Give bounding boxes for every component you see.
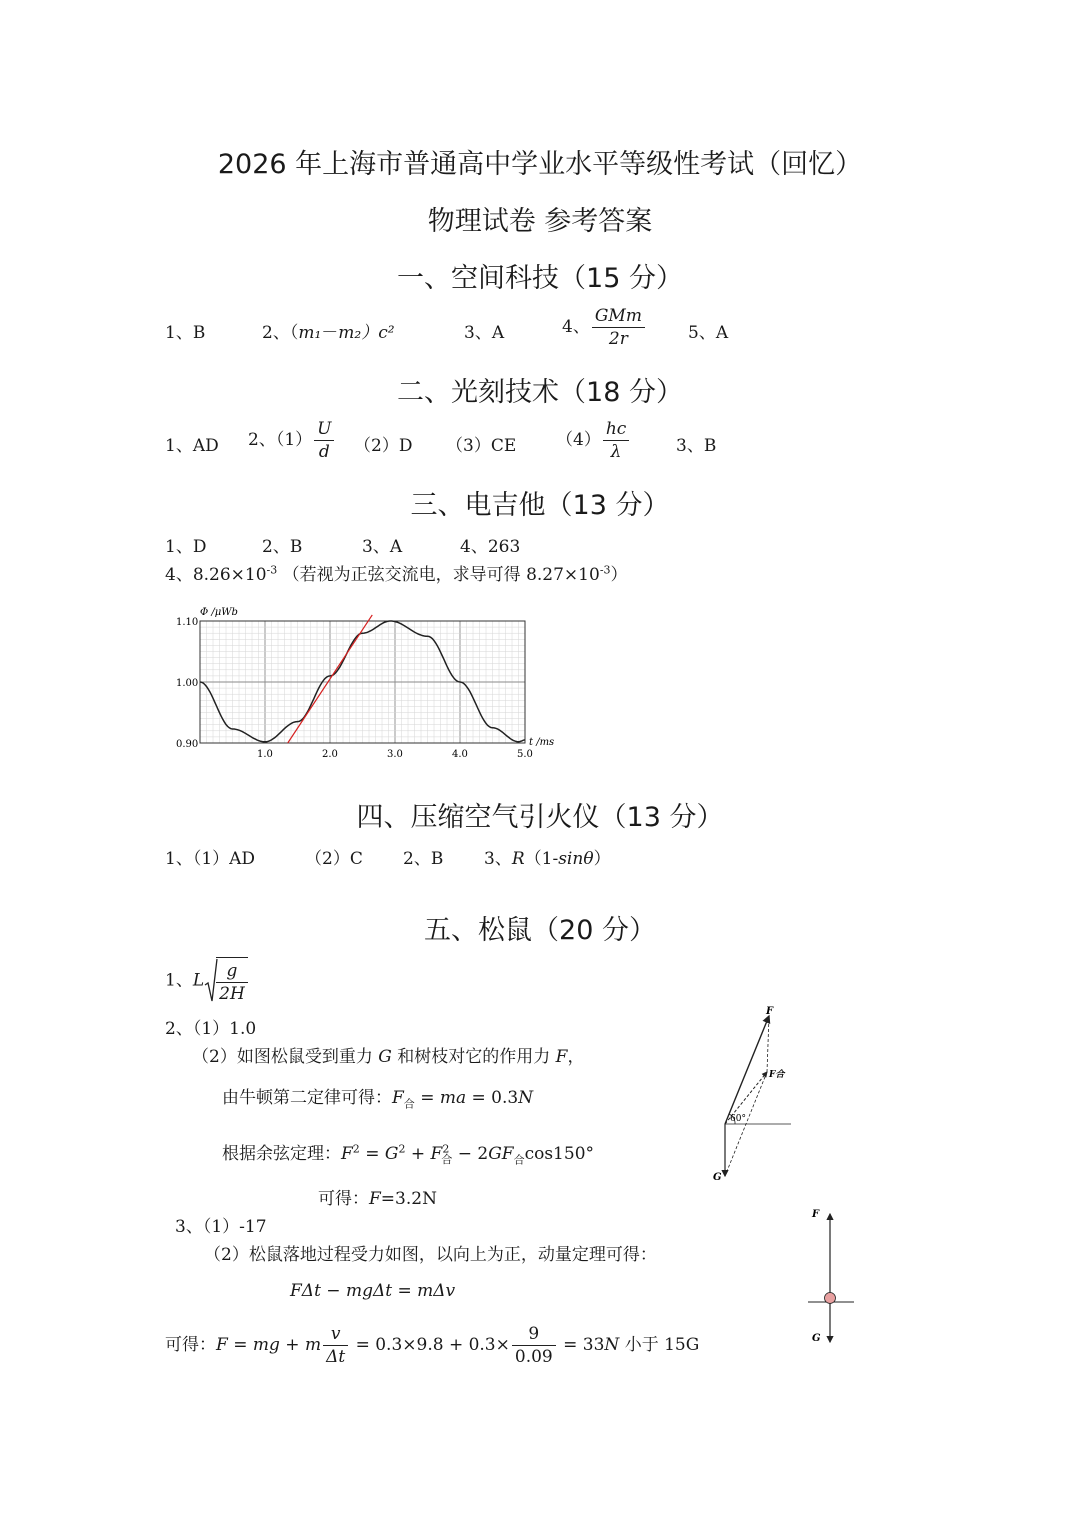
y-axis-label: Φ /μWb: [200, 607, 238, 618]
s4-answer-3: 3、R（1-sinθ）: [484, 849, 611, 869]
s1-answer-5: 5、A: [688, 323, 729, 343]
s3-answer-2: 2、B: [262, 537, 303, 557]
force-diagram-parallelogram: [705, 1000, 805, 1190]
y-tick-label: 1.00: [176, 678, 199, 689]
s3-answer-1: 1、D: [165, 537, 207, 557]
squirrel-point: [825, 1293, 836, 1304]
x-tick-label: 5.0: [517, 749, 533, 760]
label-F: F: [766, 1006, 774, 1017]
s2-answer-2-3: （3）CE: [446, 436, 517, 456]
x-axis-label: t /ms: [529, 737, 555, 748]
section-3-heading: 三、电吉他（13 分）: [410, 490, 670, 521]
s1-answer-1: 1、B: [165, 323, 206, 343]
s2-answer-2-1: 2、（1） $\frac{U}{d}$: [248, 418, 336, 463]
flux-time-chart: [160, 598, 580, 768]
s5-final-eq: 可得：F = mg + m $\frac{v}{\Delta t}$ = 0.3×9.8 + 0.3× $\frac{9}{0.09}$ = 33N 小于 15G: [165, 1324, 700, 1367]
x-tick-label: 1.0: [257, 749, 273, 760]
s5-answer-3-2: （2）松鼠落地过程受力如图，以向上为正，动量定理可得：: [204, 1245, 657, 1265]
label-G: G: [812, 1333, 821, 1344]
y-tick-label: 1.10: [176, 617, 199, 628]
page-subtitle: 物理试卷 参考答案: [427, 206, 653, 237]
s5-answer-2-2: （2）如图松鼠受到重力 G 和树枝对它的作用力 F，: [192, 1047, 585, 1067]
section-4-heading: 四、压缩空气引火仪（13 分）: [356, 802, 724, 833]
label-F: F: [812, 1209, 820, 1220]
label-Fhe: F合: [769, 1070, 785, 1080]
section-5-heading: 五、松鼠（20 分）: [424, 915, 656, 946]
s5-answer-2-1: 2、（1）1.0: [165, 1019, 257, 1039]
section-1-heading: 一、空间科技（15 分）: [397, 263, 683, 294]
force-diagram-landing: [800, 1200, 860, 1350]
s5-result-F: 可得：F=3.2N: [318, 1189, 437, 1209]
s5-momentum-eq: FΔt − mgΔt = mΔv: [290, 1281, 456, 1301]
s1-answer-4: 4、 $\frac{\text{GMm}}{2r}$: [562, 305, 647, 350]
s3-answer-3: 3、A: [362, 537, 403, 557]
s1-answer-3: 3、A: [464, 323, 505, 343]
s5-newton-eq: 由牛顿第二定律可得：$F_合$ = ma = 0.3N: [222, 1088, 534, 1111]
label-G: G: [713, 1172, 722, 1183]
s2-answer-1: 1、AD: [165, 436, 219, 456]
section-2-heading: 二、光刻技术（18 分）: [397, 377, 683, 408]
s2-answer-3: 3、B: [676, 436, 717, 456]
s1-answer-2: 2、（m₁－m₂）c²: [262, 323, 395, 343]
s5-cosine-eq: 根据余弦定理：$F^2 = G^2 + F^2_合 - 2GF_合\cos 150^\circ$: [222, 1142, 595, 1167]
s2-answer-2-2: （2）D: [354, 436, 413, 456]
s3-answer-4b: 4、$8.26\times 10^{-3}$ （若视为正弦交流电，求导可得 $8.27\times 10^{-3}$）: [165, 563, 628, 585]
s4-answer-1-1: 1、（1）AD: [165, 849, 256, 869]
s3-answer-4: 4、263: [460, 537, 521, 557]
s5-answer-1: 1、L $\frac{g}{2H}$: [165, 957, 250, 1005]
s4-answer-1-2: （2）C: [305, 849, 363, 869]
fraction: $\frac{\text{GMm}}{2r}$: [592, 305, 645, 350]
parallelogram-side: [767, 1016, 769, 1072]
s5-answer-3-1: 3、（1）-17: [175, 1217, 267, 1237]
page-title: 2026 年上海市普通高中学业水平等级性考试（回忆）: [217, 149, 863, 180]
y-tick-label: 0.90: [176, 739, 199, 750]
fraction: $\frac{hc}{\lambda}$: [603, 418, 629, 463]
fraction: $\frac{U}{d}$: [314, 418, 334, 463]
force-F-arrow: [725, 1016, 769, 1124]
s4-answer-2: 2、B: [403, 849, 444, 869]
x-tick-label: 2.0: [322, 749, 338, 760]
x-tick-label: 3.0: [387, 749, 403, 760]
s2-answer-2-4: （4） $\frac{hc}{\lambda}$: [556, 418, 631, 463]
label-angle: 60°: [730, 1114, 746, 1124]
x-tick-label: 4.0: [452, 749, 468, 760]
